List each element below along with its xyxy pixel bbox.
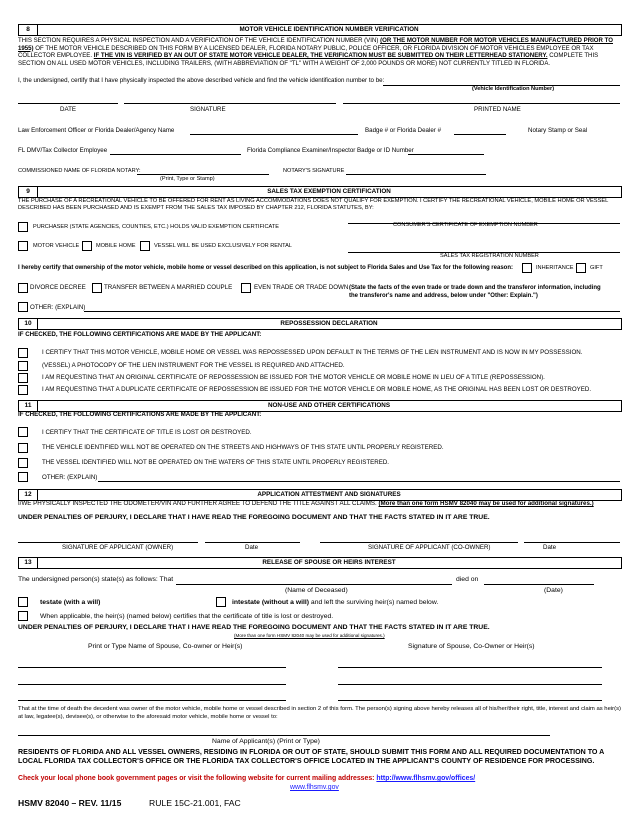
repossession-checkbox-2[interactable] [18,361,28,371]
certify-text: I, the undersigned, certify that I have physically inspected the above described vehicle and find the vehicle identification number to be: [18,77,385,84]
repossession-item-4: I AM REQUESTING THAT A DUPLICATE CERTIFICATE OF REPOSSESSION BE ISSUED FOR THE MOTOR VEHICLE OR MOBILE HOME, AS THE ORIGINAL HAS BEEN LOST OR DESTROYED. [42,386,592,393]
repossession-checkbox-3[interactable] [18,373,28,383]
coowner-signature-label: SIGNATURE OF APPLICANT (CO-OWNER) [368,544,491,551]
vessel-rental-checkbox[interactable] [140,241,150,251]
heir-name-line-1[interactable] [18,667,286,668]
ownership-certify: I hereby certify that ownership of the motor vehicle, mobile home or vessel described on this application, is not subject to Florida Sales and Use Tax for the following reason: [18,265,513,271]
print-type-caption: (Print, Type or Stamp) [160,176,215,182]
vin-text-d: IF THE VIN IS VERIFIED BY AN OUT OF STATE MOTOR VEHICLE DEALER, THE VERIFICATION MUST BE SUBMITTED ON THEIR LETTERHEAD STATIONERY. [93,52,548,59]
section-9-header [18,186,622,198]
gift-checkbox[interactable] [576,263,586,273]
heirs-cert-text: When applicable, the heir(s) (named below) certifies that the certificate of title is lost or destroyed. [40,613,334,620]
residents-instructions: RESIDENTS OF FLORIDA AND ALL VESSEL OWNERS, RESIDING IN FLORIDA OR OUT OF STATE, SHOULD SUBMIT THIS FORM AND ALL REQUIRED DOCUMENTATION TO A LOCAL FLORIDA TAX COLLECTOR'S OFFICE OR THE FLORIDA TAX COLLECTOR'S OFFICE LOCATED IN THE APPLICANT'S COUNTY OF RESIDENCE FOR PROCESSING. [18,748,605,765]
release-paragraph: That at the time of death the decedent was owner of the motor vehicle, mobile home or vessel described in section 2 of this form. The person(s) signing above hereby releases all of his/her/their right, title, interest and claim as heir(s) at law, legatee(s), devisee(s), or otherwise to the aforesaid motor vehicle, mobile home or vessel to: [18,706,622,720]
state-text: The undersigned person(s) state(s) as follows: That [18,576,174,583]
section-title: SALES TAX EXEMPTION CERTIFICATION [267,188,391,195]
notary-signature-label: NOTARY'S SIGNATURE [283,168,345,174]
section-13-header [18,557,622,569]
exemption-paragraph: THE PURCHASE OF A RECREATIONAL VEHICLE TO BE OFFERED FOR RENT AS LIVING ACCOMMODATIONS DOES NOT QUALIFY FOR EXEMPTION. I CERTIFY THE RECREATIONAL VEHICLE, MOBILE HOME OR VESSEL DESCRIBED HAS BEEN PURCHASED AND IS EXEMPT FROM THE SALES TAX IMPOSED BY CHAPTER 212, FLORIDA STATUTES, BY: [18,198,609,211]
purchaser-label: PURCHASER (STATE AGENCIES, COUNTIES, ETC.) HOLDS VALID EXEMPTION CERTIFICATE [33,224,279,230]
notary-signature-line[interactable] [346,174,486,175]
check-local-text [18,775,475,782]
other-explain-checkbox[interactable] [18,302,28,312]
testate-checkbox[interactable] [18,597,28,607]
section-8-header [18,24,622,36]
vin-requirements-paragraph [18,37,622,67]
rule-reference: RULE 15C-21.001, FAC [149,798,241,808]
nonuse-checkbox-2[interactable] [18,443,28,453]
owner-date-line[interactable] [205,542,300,543]
fl-employee-line[interactable] [110,154,241,155]
leo-label: Law Enforcement Officer or Florida Dealer/Agency Name [18,127,175,134]
heir-name-line-2[interactable] [18,684,286,685]
flhsmv-site-link[interactable]: www.flhsmv.gov [290,784,339,791]
signature-label: SIGNATURE [190,106,226,113]
section-number: 10 [19,319,38,329]
even-trade-note-1: (State the facts of the even trade or trade down and the transferor information, including [349,285,601,291]
inheritance-label: INHERITANCE [536,265,574,271]
gift-label: GIFT [590,265,603,271]
form-id: HSMV 82040 – REV. 11/15 [18,798,122,808]
section-title: MOTOR VEHICLE IDENTIFICATION NUMBER VERIFICATION [239,26,419,33]
testate-label: testate (with a will) [40,599,101,606]
section-title: NON-USE AND OTHER CERTIFICATIONS [267,402,391,409]
name-deceased-caption: (Name of Deceased) [285,587,348,594]
even-trade-checkbox[interactable] [241,283,251,293]
vin-caption: (Vehicle Identification Number) [472,86,555,92]
purchaser-checkbox[interactable] [18,222,28,232]
perjury-statement: UNDER PENALTIES OF PERJURY, I DECLARE THAT I HAVE READ THE FOREGOING DOCUMENT AND THAT THE FACTS STATED IN IT ARE TRUE. [18,514,490,521]
nonuse-item-3: THE VESSEL IDENTIFIED WILL NOT BE OPERATED ON THE WATERS OF THIS STATE UNTIL PROPERLY REGISTERED. [42,459,390,466]
nonuse-checkbox-3[interactable] [18,458,28,468]
motor-vehicle-checkbox[interactable] [18,241,28,251]
date-line[interactable] [18,103,118,104]
notary-stamp-label: Notary Stamp or Seal [528,127,588,134]
more-forms-note: (More than one form HSMV 82040 may be used for additional signatures.) [234,633,385,638]
vin-text-a: THIS SECTION REQUIRES A PHYSICAL INSPECTION AND A VERIFICATION OF THE VEHICLE IDENTIFICATION NUMBER (VIN) [18,37,381,44]
consumer-cert-label: CONSUMER'S CERTIFICATE OF EXEMPTION NUMBER [393,222,538,228]
nonuse-item-2: THE VEHICLE IDENTIFIED WILL NOT BE OPERATED ON THE STREETS AND HIGHWAYS OF THIS STATE UNTIL PROPERLY REGISTERED. [42,444,444,451]
owner-signature-line[interactable] [18,542,198,543]
badge-line[interactable] [454,134,506,135]
section-number: 8 [19,25,38,35]
section-title: REPOSSESSION DECLARATION [280,320,378,327]
applicant-name-caption: Name of Applicant(s) (Print or Type) [212,738,320,745]
mobile-home-label: MOBILE HOME [96,243,136,249]
mobile-home-checkbox[interactable] [82,241,92,251]
heir-signature-line-3[interactable] [338,700,602,701]
print-name-heirs-label: Print or Type Name of Spouse, Co-owner or Heir(s) [88,643,243,650]
owner-signature-label: SIGNATURE OF APPLICANT (OWNER) [62,544,174,551]
printed-name-line[interactable] [343,103,620,104]
nonuse-checkbox-4[interactable] [18,472,28,482]
intestate-text: intestate (without a will) [232,599,310,606]
nonuse-item-4: OTHER: (EXPLAIN) [42,474,98,481]
inheritance-checkbox[interactable] [522,263,532,273]
section-10-header [18,318,622,330]
repossession-item-3: I AM REQUESTING THAT AN ORIGINAL CERTIFICATE OF REPOSSESSION BE ISSUED FOR THE MOTOR VEHICLE OR MOBILE HOME IN LIEU OF A TITLE (REPOSSESSION). [42,374,545,381]
motor-vehicle-label: MOTOR VEHICLE [33,243,80,249]
fl-employee-label: FL DMV/Tax Collector Employee [18,147,108,154]
date-caption: (Date) [544,587,563,594]
repossession-checkbox-1[interactable] [18,348,28,358]
other-explain-line[interactable] [84,311,620,312]
compliance-line[interactable] [408,154,484,155]
intestate-rest: and left the surviving heir(s) named below. [309,599,439,606]
coowner-date-label: Date [543,544,557,551]
divorce-checkbox[interactable] [18,283,28,293]
repossession-checkbox-4[interactable] [18,385,28,395]
applicant-name-line[interactable] [18,735,550,736]
attest-statement: I/WE PHYSICALLY INSPECTED THE ODOMETER/VIN AND FURTHER AGREE TO DEFEND THE TITLE AGAINST ALL CLAIMS. [18,500,377,507]
printed-name-label: PRINTED NAME [474,106,521,113]
badge-label: Badge # or Florida Dealer # [365,127,442,134]
attest-note: (More than one form HSMV 82040 may be used for additional signatures.) [378,500,594,507]
owner-date-label: Date [245,544,259,551]
deceased-name-line[interactable] [176,584,452,585]
intestate-label [232,599,438,607]
vin-text-c: OF THE MOTOR VEHICLE DESCRIBED ON THIS FORM BY A LICENSED DEALER, FLORIDA NOTARY PUBLIC, POLICE OFFICER, OR FLORIDA DIVISION OF MOTOR VEHICLES EMPLOYEE OR TAX COLLECTOR EMPLOYEE. [18,44,594,59]
heir-signature-line-2[interactable] [338,684,602,685]
repossession-item-2: (VESSEL) A PHOTOCOPY OF THE LIEN INSTRUMENT FOR THE VESSEL IS REQUIRED AND ATTACHED. [42,362,345,369]
repossession-intro: IF CHECKED, THE FOLLOWING CERTIFICATIONS ARE MADE BY THE APPLICANT: [18,331,262,338]
divorce-label: DIVORCE DECREE [30,284,86,291]
commissioned-label: COMMISSIONED NAME OF FLORIDA NOTARY: [18,168,141,174]
even-trade-label: EVEN TRADE OR TRADE DOWN [254,284,349,291]
nonuse-other-line[interactable] [98,481,620,482]
died-on-date-line[interactable] [484,584,594,585]
offices-url-link[interactable]: http://www.flhsmv.gov/offices/ [376,775,476,782]
nonuse-intro: IF CHECKED, THE FOLLOWING CERTIFICATIONS ARE MADE BY THE APPLICANT: [18,411,262,418]
section-title: APPLICATION ATTESTMENT AND SIGNATURES [257,491,401,498]
sales-tax-reg-label: SALES TAX REGISTRATION NUMBER [440,253,539,259]
transfer-married-label: TRANSFER BETWEEN A MARRIED COUPLE [104,284,233,291]
release-perjury-statement: UNDER PENALTIES OF PERJURY, I DECLARE THAT I HAVE READ THE FOREGOING DOCUMENT AND THAT THE FACTS STATED IN IT ARE TRUE. [18,624,490,631]
coowner-date-line[interactable] [524,542,620,543]
date-label: DATE [60,106,77,113]
section-title: RELEASE OF SPOUSE OR HEIRS INTEREST [262,559,396,566]
repossession-item-1: I CERTIFY THAT THIS MOTOR VEHICLE, MOBILE HOME OR VESSEL WAS REPOSSESSED UPON DEFAULT IN THE TERMS OF THE LIEN INSTRUMENT AND IS NOW IN MY POSSESSION. [42,349,583,356]
other-explain-label: OTHER: (EXPLAIN) [30,304,86,311]
heirs-cert-checkbox[interactable] [18,611,28,621]
died-on-label: died on [456,576,479,583]
nonuse-checkbox-1[interactable] [18,427,28,437]
attest-text [18,500,594,508]
commissioned-line[interactable] [137,174,269,175]
heir-name-line-3[interactable] [18,700,286,701]
even-trade-note-2: the transferor's name and address, below under "Other: Explain.") [349,293,538,299]
vin-text-b: (OR THE MOTOR NUMBER FOR MOTOR VEHICLES MANUFACTURED PRIOR TO 1955) [18,37,613,52]
signature-line[interactable] [124,103,336,104]
section-number: 11 [19,401,38,411]
compliance-label: Florida Compliance Examiner/Inspector Badge or ID Number [247,147,414,154]
section-number: 13 [19,558,38,568]
heir-signature-line-1[interactable] [338,667,602,668]
coowner-signature-line[interactable] [320,542,518,543]
section-number: 9 [19,187,38,197]
intestate-checkbox[interactable] [216,597,226,607]
nonuse-item-1: I CERTIFY THAT THE CERTIFICATE OF TITLE IS LOST OR DESTROYED. [42,429,252,436]
vin-text-e: COMPLETE THIS SECTION ON ALL USED MOTOR VEHICLES, INCLUDING TRAILERS, (WITH ABBREVIATION OF "TL" WITH A WEIGHT OF 2,000 POUNDS OR MORE) NOT CURRENTLY TITLED IN FLORIDA. [18,52,599,67]
transfer-married-checkbox[interactable] [92,283,102,293]
check-local-label: Check your local phone book government pages or visit the following website for current mailing addresses: [18,775,375,782]
leo-line[interactable] [190,134,358,135]
section-number: 12 [19,490,38,500]
vessel-rental-label: VESSEL WILL BE USED EXCLUSIVELY FOR RENTAL [154,243,292,249]
signature-heirs-label: Signature of Spouse, Co-Owner or Heir(s) [408,643,535,650]
